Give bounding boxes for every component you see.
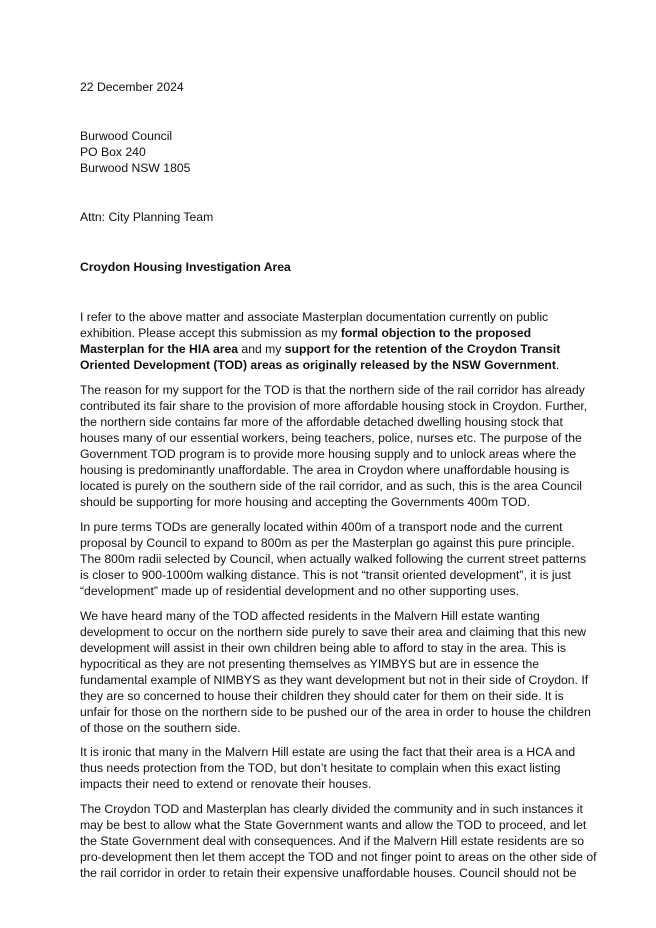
- attention-line: Attn: City Planning Team: [80, 210, 214, 224]
- paragraph-4: We have heard many of the TOD affected residents in the Malvern Hill estate wanting development to occur on the northern side purely to save their area and claiming that this new development will assist in their own children being able to afford to stay in the area. This is hypocritical as they are not presenting themselves as YIMBYS but are in essence the fundamental example of NIMBYS as they want development but not in their side of Croydon. If they are so concerned to house their children they should cater for them on their side. It is unfair for those on the northern side to be pushed our of the area in order to house the children of those on the southern side.: [80, 609, 591, 735]
- support-emphasis: Oriented Development (TOD) areas as originally released by the NSW Government: [80, 358, 556, 372]
- paragraph-3: In pure terms TODs are generally located within 400m of a transport node and the current proposal by Council to expand to 800m as per the Masterplan go against this pure principle. The 800m radii selected by Council, when actually walked following the current street patterns is closer to 900-1000m walking distance. This is not “transit oriented development”, it is just “development” made up of residential development and no other supporting uses.: [80, 520, 587, 598]
- letter-date: 22 December 2024: [80, 80, 184, 94]
- address-line: PO Box 240: [80, 145, 146, 159]
- paragraph-5: It is ironic that many in the Malvern Hill estate are using the fact that their area is a HCA and thus needs protection from the TOD, but don’t hesitate to complain when this exact listing impacts their need to extend or renovate their houses.: [80, 745, 576, 791]
- recipient-address: [80, 128, 580, 176]
- subject-heading: Croydon Housing Investigation Area: [80, 260, 291, 274]
- paragraph-6: The Croydon TOD and Masterplan has clearly divided the community and in such instances it may be best to allow what the State Government wants and allow the TOD to proceed, and let the State Government deal with consequences. And if the Malvern Hill estate residents are so pro-development then let them accept the TOD and not finger point to areas on the other side of the rail corridor in order to retain their expensive unaffordable houses. Council should not be: [80, 802, 597, 880]
- objection-emphasis: Masterplan for the HIA area: [80, 342, 239, 356]
- support-emphasis: support for the retention of the Croydon Transit: [284, 342, 561, 356]
- address-line: Burwood NSW 1805: [80, 161, 191, 175]
- paragraph-1: I refer to the above matter and associate Masterplan documentation currently on public exhibition. Please accept this submission as my formal objection to the proposed Masterplan for the HIA area and my support for the retention of the Croydon Transit Oriented Development (TOD) areas as originally released by the NSW Government.: [80, 310, 561, 372]
- objection-emphasis: formal objection to the proposed: [340, 326, 532, 340]
- address-line: Burwood Council: [80, 129, 173, 143]
- paragraph-2: The reason for my support for the TOD is that the northern side of the rail corridor has already contributed its fair share to the provision of more affordable housing stock in Croydon. Further, the northern side contains far more of the affordable detached dwelling housing stock that houses many of our essential workers, being teachers, police, nurses etc. The purpose of the Government TOD program is to provide more housing supply and to unlock areas where the housing is predominantly unaffordable. The area in Croydon where unaffordable housing is located is purely on the southern side of the rail corridor, and as such, this is the area Council should be supporting for more housing and accepting the Governments 400m TOD.: [80, 383, 588, 509]
